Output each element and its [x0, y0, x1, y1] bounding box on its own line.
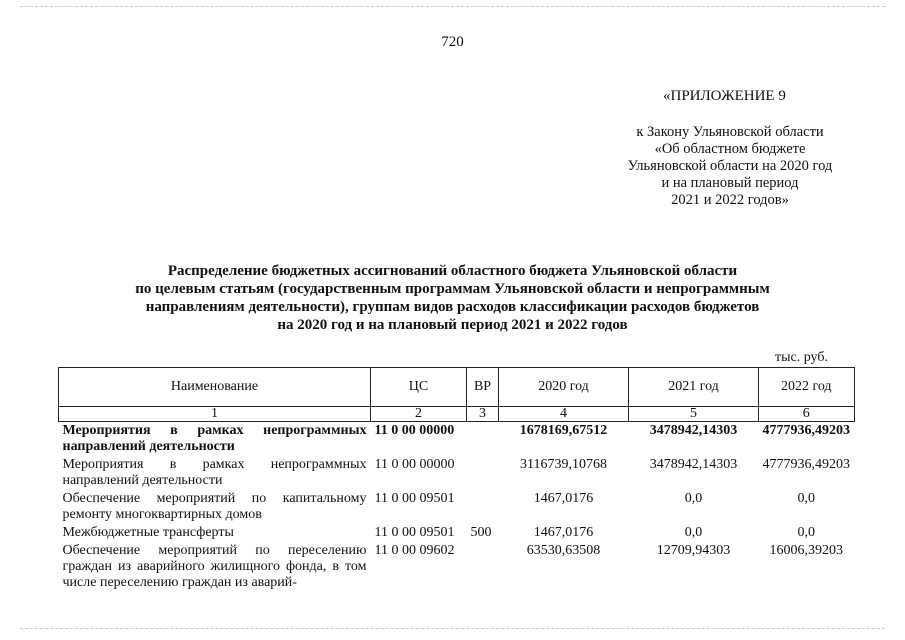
- col-header-cs: ЦС: [371, 368, 467, 407]
- law-ref-line: к Закону Ульяновской области: [636, 124, 824, 140]
- row-2022: 0,0: [797, 491, 815, 506]
- column-number-row: [59, 407, 855, 422]
- row-vr: [467, 456, 499, 490]
- row-name: Обеспечение мероприятий по переселению граждан из аварийного жилищного фонда, в том числе переселению граждан из аварий-: [62, 543, 367, 590]
- row-name: Обеспечение мероприятий по капитальному ремонту многоквартирных домов: [62, 491, 367, 522]
- row-name: Межбюджетные трансферты: [62, 525, 234, 540]
- law-reference: [590, 124, 870, 209]
- row-cs: 11 0 00 00000: [374, 423, 455, 438]
- column-number: 1: [59, 407, 371, 422]
- row-2020: 1678169,67512: [519, 423, 608, 438]
- table-row: [59, 490, 855, 524]
- row-name: Мероприятия в рамках непрограммных направлений деятельности: [62, 423, 367, 454]
- column-number: 2: [371, 407, 467, 422]
- units-label: тыс. руб.: [775, 350, 828, 365]
- law-ref-line: и на плановый период: [661, 175, 799, 191]
- title-line: по целевым статьям (государственным программам Ульяновской области и непрограммным: [135, 281, 770, 297]
- title-line: Распределение бюджетных ассигнований областного бюджета Ульяновской области: [167, 263, 738, 279]
- row-2021: 0,0: [684, 491, 703, 506]
- row-2022: 16006,39203: [769, 543, 843, 558]
- row-2021: 3478942,14303: [649, 457, 738, 472]
- row-2022: 0,0: [797, 525, 815, 540]
- col-header-name: Наименование: [59, 368, 371, 407]
- column-number: 4: [499, 407, 629, 422]
- table-row: [59, 524, 855, 542]
- row-cs: 11 0 00 09501: [374, 525, 455, 540]
- column-number: 6: [759, 407, 855, 422]
- table-header-row: [59, 368, 855, 407]
- row-cs: 11 0 00 00000: [374, 457, 455, 472]
- law-ref-line: Ульяновской области на 2020 год: [627, 158, 833, 174]
- row-cs: 11 0 00 09602: [374, 543, 455, 558]
- law-ref-line: «Об областном бюджете: [654, 141, 806, 157]
- row-vr: [467, 422, 499, 457]
- page-number: 720: [441, 34, 464, 50]
- column-number: 5: [629, 407, 759, 422]
- appendix-heading: «ПРИЛОЖЕНИЕ 9: [663, 88, 786, 104]
- page-edge-bottom: [20, 628, 885, 629]
- row-vr: 500: [470, 525, 492, 540]
- table-row: [59, 422, 855, 457]
- row-vr: [467, 490, 499, 524]
- row-name: Мероприятия в рамках непрограммных направлений деятельности: [62, 457, 367, 488]
- row-cs: 11 0 00 09501: [374, 491, 455, 506]
- column-number: 3: [467, 407, 499, 422]
- page-edge-top: [20, 6, 885, 7]
- col-header-2022: 2022 год: [759, 368, 855, 407]
- col-header-2021: 2021 год: [629, 368, 759, 407]
- row-2021: 3478942,14303: [649, 423, 738, 438]
- law-ref-line: 2021 и 2022 годов»: [671, 192, 789, 208]
- row-2021: 0,0: [684, 525, 703, 540]
- row-2022: 4777936,49203: [762, 423, 850, 438]
- table-row: [59, 456, 855, 490]
- row-2020: 1467,0176: [533, 525, 594, 540]
- document-title: [100, 262, 805, 334]
- col-header-2020: 2020 год: [499, 368, 629, 407]
- table-row: [59, 542, 855, 592]
- row-2020: 1467,0176: [533, 491, 594, 506]
- row-2021: 12709,94303: [656, 543, 731, 558]
- title-line: направлениям деятельности), группам видов расходов классификации расходов бюджетов: [145, 299, 760, 315]
- col-header-vr: ВР: [467, 368, 499, 407]
- row-vr: [467, 542, 499, 592]
- row-2020: 63530,63508: [526, 543, 601, 558]
- budget-table: [58, 367, 855, 592]
- row-2020: 3116739,10768: [520, 457, 607, 472]
- title-line: на 2020 год и на плановый период 2021 и 2022 годов: [277, 317, 628, 333]
- row-2022: 4777936,49203: [762, 457, 850, 472]
